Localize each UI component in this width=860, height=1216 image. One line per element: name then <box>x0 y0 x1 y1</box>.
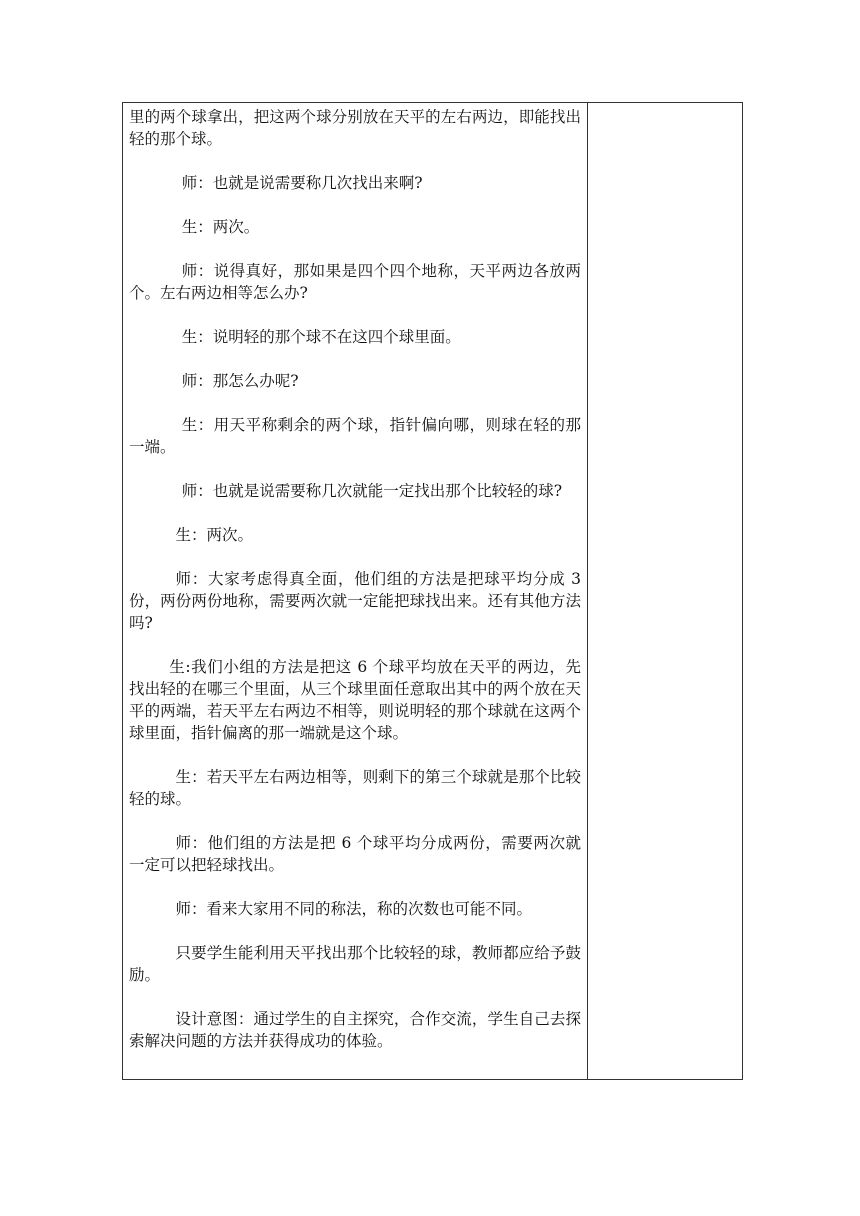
paragraph: 师：那怎么办呢? <box>181 372 299 390</box>
paragraph: 生：两次。 <box>175 526 254 544</box>
lesson-content-cell <box>123 103 588 1079</box>
paragraph: 师：也就是说需要称几次就能一定找出那个比较轻的球? <box>181 482 562 500</box>
paragraph: 师：大家考虑得真全面，他们组的方法是把球平均分成 3 份，两份两份地称，需要两次就一定能把球找出来。还有其他方法吗? <box>129 570 581 632</box>
paragraph: 师：他们组的方法是把 6 个球平均分成两份，需要两次就一定可以把轻球找出。 <box>129 834 581 874</box>
paragraph: 师：说得真好，那如果是四个四个地称，天平两边各放两个。左右两边相等怎么办? <box>129 262 581 302</box>
paragraph: 师：也就是说需要称几次找出来啊? <box>181 174 423 192</box>
paragraph: 生：两次。 <box>181 218 260 236</box>
paragraph: 生:我们小组的方法是把这 6 个球平均放在天平的两边，先找出轻的在哪三个里面，从三个球里面任意取出其中的两个放在天平的两端，若天平左右两边不相等，则说明轻的那个球就在这两个球里面，指针偏离的那一端就是这个球。 <box>129 658 581 742</box>
paragraph: 里的两个球拿出，把这两个球分别放在天平的左右两边，即能找出轻的那个球。 <box>129 108 581 148</box>
paragraph: 生：说明轻的那个球不在这四个球里面。 <box>181 328 461 346</box>
paragraph: 生：用天平称剩余的两个球，指针偏向哪，则球在轻的那一端。 <box>129 416 581 456</box>
paragraph: 师：看来大家用不同的称法，称的次数也可能不同。 <box>175 900 533 918</box>
lesson-table <box>122 102 743 1080</box>
paragraph: 生：若天平左右两边相等，则剩下的第三个球就是那个比较轻的球。 <box>129 768 581 808</box>
paragraph: 只要学生能利用天平找出那个比较轻的球，教师都应给予鼓励。 <box>129 944 581 984</box>
paragraph: 设计意图：通过学生的自主探究，合作交流，学生自己去探索解决问题的方法并获得成功的体验。 <box>129 1010 581 1050</box>
notes-cell <box>588 103 742 1079</box>
